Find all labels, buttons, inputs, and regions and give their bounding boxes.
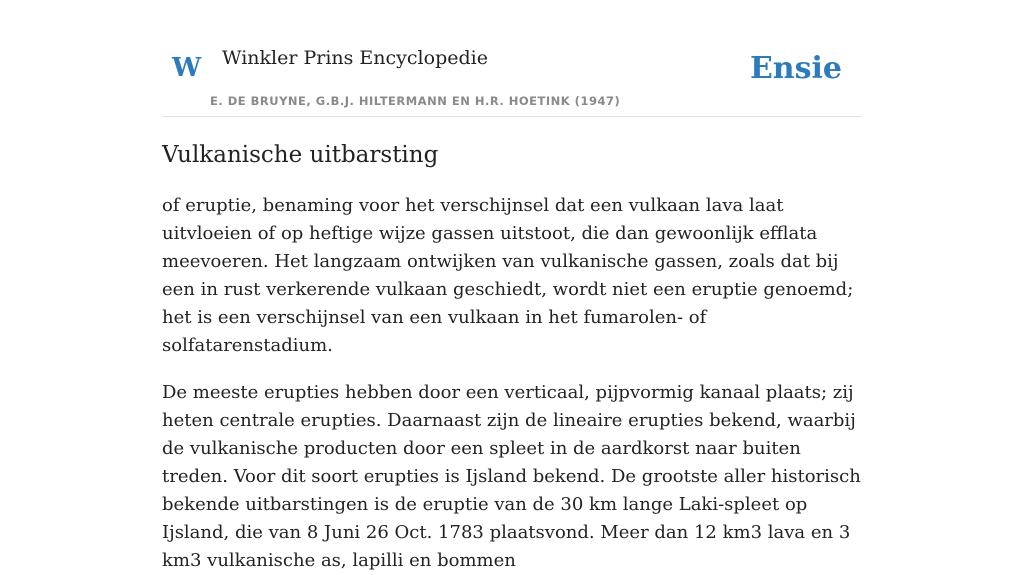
site-header	[162, 0, 862, 117]
article-paragraph-2: De meeste erupties hebben door een verticaal, pijpvormig kanaal plaats; zij heten centrale erupties. Daarnaast zijn de lineaire erupties bekend, waarbij de vulkanische producten door een spleet in de aardkorst naar buiten treden. Voor dit soort erupties is Ijsland bekend. De grootste aller historisch bekende uitbarstingen is de eruptie van de 30 km lange Laki-spleet op Ijsland, die van 8 Juni 26 Oct. 1783 plaatsvond. Meer dan 12 km3 lava en 3 km3 vulkanische as, lapilli en bommen	[162, 382, 861, 571]
article-paragraph-1: of eruptie, benaming voor het verschijnsel dat een vulkaan lava laat uitvloeien of op heftige wijze gassen uitstoot, die dan gewoonlijk efflata meevoeren. Het langzaam ontwijken van vulkanische gassen, zoals dat bij een in rust verkerende vulkaan geschiedt, wordt niet een eruptie genoemd; het is een verschijnsel van een vulkaan in het fumarolen- of solfatarenstadium.	[162, 195, 854, 356]
source-title[interactable]: Winkler Prins Encyclopedie	[222, 47, 488, 69]
ensie-logo[interactable]: Ensie	[749, 51, 842, 86]
source-authors: E. DE BRUYNE, G.B.J. HILTERMANN EN H.R. HOETINK (1947)	[210, 94, 621, 108]
article-title: Vulkanische uitbarsting	[162, 142, 439, 168]
article	[162, 140, 862, 575]
winkler-prins-logo[interactable]: W	[172, 53, 202, 83]
